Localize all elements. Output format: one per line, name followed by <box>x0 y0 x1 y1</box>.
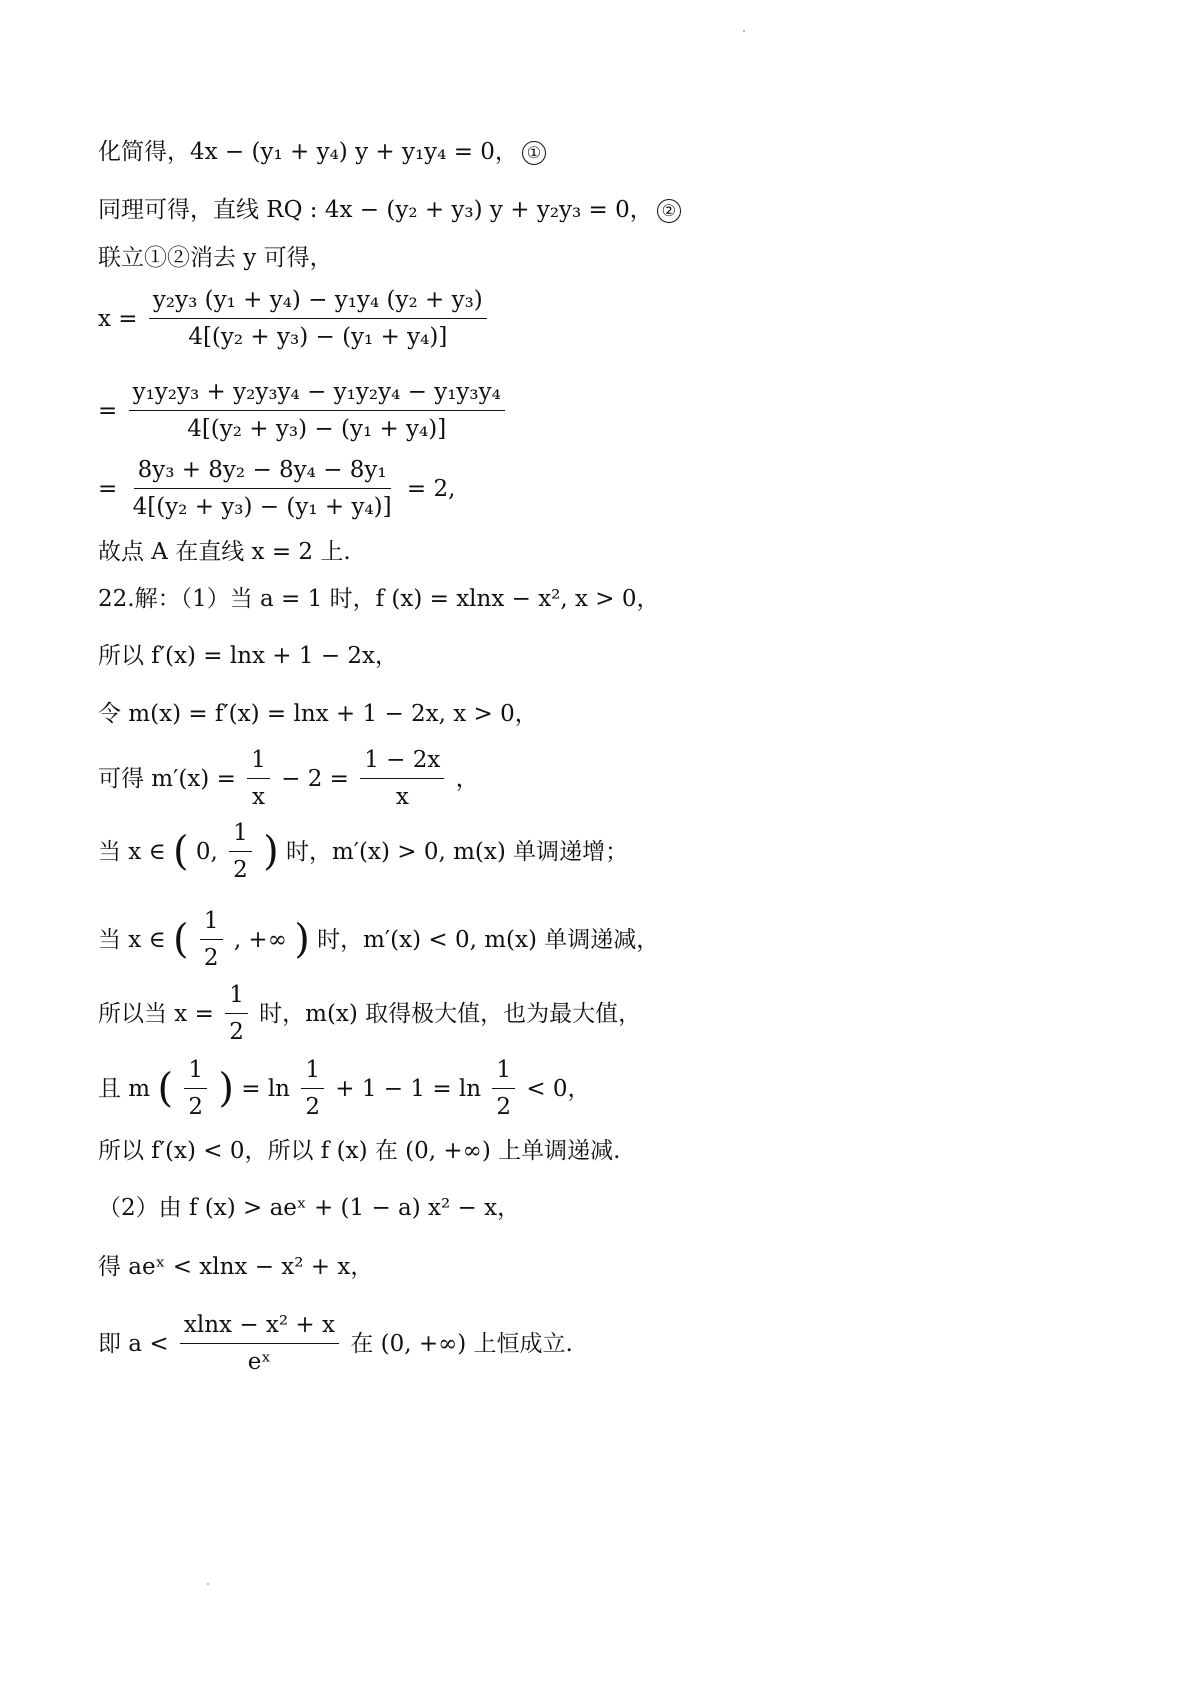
formula-x <box>98 285 491 352</box>
combine-text: 联立①②消去 y 可得， <box>98 245 333 271</box>
interval-prefix: 当 x ∈ <box>98 838 166 865</box>
numerator: 1 <box>492 1055 515 1089</box>
problem-22-header <box>98 584 660 614</box>
define-m-text: 令 m(x) = f′(x) = lnx + 1 − 2x, x > 0， <box>98 701 538 727</box>
derivative-text: 所以 f′(x) = lnx + 1 − 2x， <box>98 643 399 669</box>
fraction <box>149 285 487 352</box>
final-prefix: 即 a < <box>98 1330 169 1357</box>
fraction <box>200 906 223 973</box>
define-m-line <box>98 699 538 729</box>
conclusion-line <box>98 537 351 567</box>
line-simplify <box>98 137 546 167</box>
denominator: 2 <box>305 1094 320 1120</box>
minus-two: − 2 = <box>281 765 349 792</box>
inequality-text: 得 aeˣ < xlnx − x² + x， <box>98 1254 374 1280</box>
fraction <box>492 1055 515 1122</box>
monotonic-text: 所以 f′(x) < 0，所以 f (x) 在 (0, +∞) 上单调递减. <box>98 1138 621 1164</box>
problem-22-text: 22.解：（1）当 a = 1 时，f (x) = xlnx − x², x > 0， <box>98 586 660 612</box>
decreasing-line <box>98 906 659 973</box>
maximum-prefix: 所以当 x = <box>98 1000 214 1027</box>
fraction <box>301 1055 324 1122</box>
fraction <box>129 455 396 522</box>
numerator: 1 <box>184 1055 207 1089</box>
open-paren: ( <box>172 828 189 875</box>
fraction <box>184 1055 207 1122</box>
comma: ， <box>455 765 479 792</box>
open-paren: ( <box>172 916 189 963</box>
close-paren: ) <box>294 916 310 963</box>
denominator: 4[(y₂ + y₃) − (y₁ + y₄)] <box>187 416 447 442</box>
numerator: 1 <box>301 1055 324 1089</box>
close-paren: ) <box>263 828 279 875</box>
decreasing-text: 时，m′(x) < 0, m(x) 单调递减， <box>317 926 660 953</box>
derivative-line <box>98 641 398 671</box>
numerator: 1 <box>225 980 248 1014</box>
inequality-line <box>98 1252 373 1282</box>
numerator: 1 − 2x <box>360 745 444 779</box>
denominator: 2 <box>188 1094 203 1120</box>
formula-result <box>98 455 455 522</box>
numerator: 1 <box>229 818 252 852</box>
speck <box>743 30 745 32</box>
equals: = <box>98 475 118 502</box>
monotonic-conclusion <box>98 1136 620 1166</box>
interval-end: , +∞ <box>233 926 287 953</box>
less-than-zero: < 0， <box>526 1075 591 1102</box>
numerator: 8y₃ + 8y₂ − 8y₄ − 8y₁ <box>134 455 391 489</box>
fraction <box>247 745 270 812</box>
denominator: 2 <box>233 857 248 883</box>
line-similarly <box>98 195 681 225</box>
equation-marker-2: ② <box>657 199 681 223</box>
fraction <box>225 980 248 1047</box>
numerator: y₂y₃ (y₁ + y₄) − y₁y₄ (y₂ + y₃) <box>149 285 487 319</box>
equation-1: 化简得，4x − (y₁ + y₄) y + y₁y₄ = 0， <box>98 139 518 165</box>
part-2-text: （2）由 f (x) > aeˣ + (1 − a) x² − x， <box>98 1195 521 1221</box>
numerator: 1 <box>200 906 223 940</box>
final-text: 在 (0, +∞) 上恒成立. <box>350 1330 573 1357</box>
numerator: xlnx − x² + x <box>180 1310 339 1344</box>
interval-prefix: 当 x ∈ <box>98 926 166 953</box>
numerator: y₁y₂y₃ + y₂y₃y₄ − y₁y₂y₄ − y₁y₃y₄ <box>129 377 505 411</box>
formula-x-lhs: x = <box>98 305 138 332</box>
increasing-line <box>98 818 628 885</box>
denominator: 2 <box>496 1094 512 1120</box>
denominator: eˣ <box>247 1349 272 1375</box>
speck <box>207 1583 209 1585</box>
denominator: 4[(y₂ + y₃) − (y₁ + y₄)] <box>188 324 448 350</box>
close-paren: ) <box>218 1065 234 1112</box>
ln-part: = ln <box>241 1075 290 1102</box>
m-half-line <box>98 1055 591 1122</box>
equals: = <box>98 397 118 424</box>
denominator: x <box>395 784 409 810</box>
m-prime-lhs: 可得 m′(x) = <box>98 765 236 792</box>
fraction <box>180 1310 339 1377</box>
maximum-line <box>98 980 641 1047</box>
fraction <box>229 818 252 885</box>
maximum-text: 时，m(x) 取得极大值，也为最大值， <box>259 1000 642 1027</box>
fraction <box>360 745 444 812</box>
equation-2: 同理可得，直线 RQ : 4x − (y₂ + y₃) y + y₂y₃ = 0， <box>98 197 653 223</box>
part-2-line <box>98 1193 520 1223</box>
numerator: 1 <box>247 745 270 779</box>
equation-marker-1: ① <box>522 141 546 165</box>
fraction <box>129 377 505 444</box>
final-line <box>98 1310 573 1377</box>
m-half-prefix: 且 m <box>98 1075 151 1102</box>
denominator: 2 <box>203 945 219 971</box>
result: = 2, <box>406 475 456 502</box>
interval-start: 0, <box>195 838 218 865</box>
formula-expand <box>98 377 509 444</box>
m-prime-line <box>98 745 479 812</box>
denominator: 4[(y₂ + y₃) − (y₁ + y₄)] <box>132 494 392 520</box>
denominator: 2 <box>229 1019 244 1045</box>
conclusion-text: 故点 A 在直线 x = 2 上. <box>98 539 351 565</box>
ln-part-2: + 1 − 1 = ln <box>335 1075 482 1102</box>
line-combine <box>98 243 333 273</box>
increasing-text: 时，m′(x) > 0, m(x) 单调递增； <box>286 838 629 865</box>
open-paren: ( <box>157 1065 174 1112</box>
denominator: x <box>251 784 265 810</box>
